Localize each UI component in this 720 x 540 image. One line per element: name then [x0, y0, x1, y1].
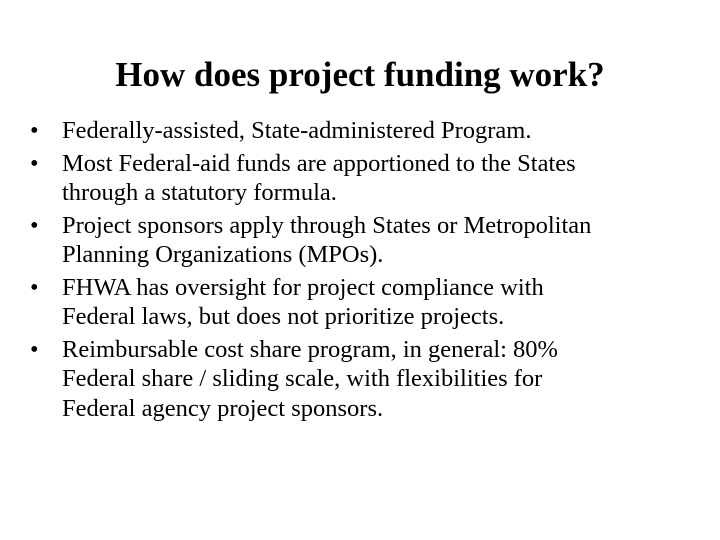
bullet-icon: •	[30, 117, 39, 144]
bullet-icon: •	[30, 335, 39, 363]
bullet-text-3: Project sponsors apply through States or Metropolitan Planning Organizations (MPOs).	[62, 211, 592, 268]
bullet-icon: •	[30, 273, 39, 301]
bullet-item-5	[30, 335, 690, 424]
bullet-item-3	[30, 211, 690, 270]
slide-title: How does project funding work?	[115, 55, 605, 94]
bullet-item-2	[30, 149, 690, 208]
bullet-text-2: Most Federal-aid funds are apportioned to the States through a statutory formula.	[62, 149, 576, 206]
bullet-item-4	[30, 273, 690, 332]
bullet-text-4: FHWA has oversight for project compliance with Federal laws, but does not prioritize projects.	[62, 273, 544, 330]
bullet-icon: •	[30, 149, 39, 177]
bullet-item-1	[30, 116, 690, 146]
bullet-text-5: Reimbursable cost share program, in general: 80% Federal share / sliding scale, with flexibilities for Federal agency project sponsors.	[62, 335, 558, 422]
bullet-list	[30, 116, 690, 426]
bullet-icon: •	[30, 211, 39, 239]
bullet-text-1: Federally-assisted, State-administered Program.	[62, 117, 532, 144]
